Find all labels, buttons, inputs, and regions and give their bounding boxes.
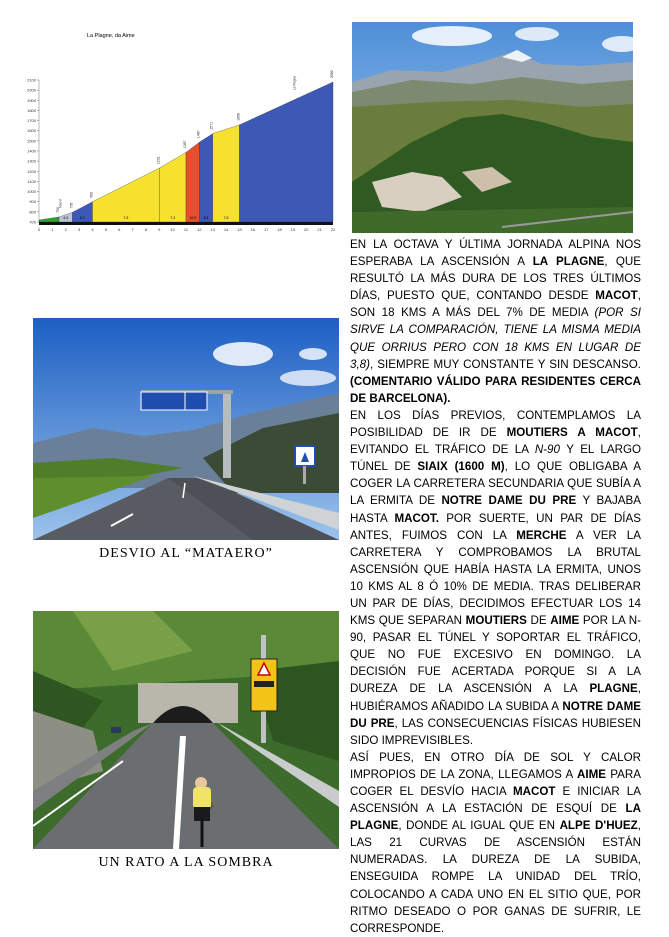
y-tick-label: 1200: [27, 168, 36, 174]
article-text-run: ASÍ PUES, EN OTRO DÍA DE SOL Y CALOR IMPROPIOS DE LA ZONA, LLEGAMOS A: [350, 750, 641, 781]
article-text-run: EN LA OCTAVA Y ÚLTIMA JORNADA ALPINA NOS ESPERABA LA ASCENSIÓN A: [350, 238, 641, 269]
article-text-run: , EVITANDO EL TRÁFICO DE LA: [350, 426, 641, 457]
y-tick-label: 700: [29, 219, 36, 225]
article-paragraph: [350, 749, 641, 937]
x-tick-label: 4: [91, 227, 94, 232]
x-tick-label: 11: [183, 227, 189, 232]
elevation-label: 1387: [183, 140, 187, 149]
elevation-label: 2080: [330, 70, 334, 79]
article-text-run: , HUBIÉRAMOS AÑADIDO LA SUBIDA A: [350, 682, 641, 713]
x-tick-label: 21: [317, 227, 322, 232]
start-annotation: Macot: [58, 199, 63, 208]
article-text-run: POR LA N-90, PASAR EL TÚNEL Y SOPORTAR EL TRÁFICO, QUE NO FUE EXCESIVO EN DOMINGO. LA DECISIÓN FUE ACERTADA PORQUE SI A LA DUREZA DE LA ASCENSIÓN A LA: [350, 614, 641, 696]
y-tick-label: 2000: [27, 87, 36, 93]
x-tick-label: 15: [237, 227, 242, 232]
profile-segment: [239, 82, 333, 222]
profile-segment: [92, 168, 159, 222]
tunnel-photo-caption: UN RATO A LA SOMBRA: [98, 855, 274, 870]
article-text-run: , QUE RESULTÓ LA MÁS DURA DE LOS TRES ÚLTIMOS DÍAS, PUESTO QUE, CONTANDO DESDE: [350, 255, 641, 303]
x-tick-label: 9: [158, 227, 161, 232]
gradient-label: 10.0: [189, 216, 197, 220]
y-tick-label: 1600: [27, 128, 36, 134]
article-text-run: AIME: [576, 767, 606, 781]
y-tick-label: 1800: [27, 107, 36, 113]
article-text-run: N-90: [534, 443, 560, 457]
elevation-label: 900: [89, 191, 94, 198]
elevation-label: 1571: [209, 121, 214, 130]
elevation-label: 1658: [236, 113, 241, 121]
y-tick-label: 2100: [27, 77, 36, 83]
article-text-run: DE: [526, 614, 551, 628]
elevation-label: 1231: [156, 156, 161, 165]
gradient-label: 4.5: [63, 216, 69, 220]
gradient-label: 6.7: [79, 216, 85, 220]
profile-segment: [39, 217, 59, 222]
x-tick-label: 3: [77, 227, 81, 232]
x-tick-label: 20: [304, 227, 309, 232]
article-text-run: (POR SI SIRVE LA COMPARACIÓN, TIENE LA MISMA MEDIA QUE ORRIUS PERO CON 18 KMS EN LUGAR DE 3,8): [350, 306, 641, 371]
km-baseline: [39, 222, 333, 225]
x-tick-label: 1: [51, 227, 54, 232]
cyclist-tunnel-photo: [33, 611, 339, 849]
x-tick-label: 19: [290, 227, 296, 232]
article-body: [350, 236, 641, 937]
profile-segment: [199, 134, 212, 222]
road-photo-caption: DESVIO AL “MATAERO”: [99, 546, 273, 561]
summit-annotation: La Plagne: [292, 75, 297, 91]
profile-segment: [186, 142, 199, 222]
x-tick-label: 10: [170, 227, 175, 232]
y-tick-label: 1300: [27, 158, 36, 164]
elevation-profile-chart: [25, 22, 343, 234]
x-tick-label: 13: [210, 227, 215, 232]
article-text-run: EN LOS DÍAS PREVIOS, CONTEMPLAMOS LA POSIBILIDAD DE IR DE: [350, 408, 641, 440]
x-tick-label: 5: [104, 227, 107, 232]
road-with-signs-photo: [33, 318, 339, 540]
x-tick-label: 0: [37, 227, 41, 232]
mountain-valley-photo: [352, 22, 633, 233]
x-tick-label: 8: [144, 227, 148, 232]
article-text-run: NOTRE DAME DU PRE: [350, 699, 641, 730]
article-text-run: A VER LA CARRETERA Y COMPROBAMOS LA BRUTAL ASCENSIÓN QUE HABÍA HASTA LA ERMITA, UNOS 10 KMS AL 8 Ó 10% DE MEDIA. TRAS DELIBERAR UN PAR DE DÍAS, DECIDIMOS EFECTUAR LOS 14 KMS QUE SEPARAN: [350, 528, 641, 628]
x-tick-label: 2: [64, 227, 67, 232]
article-text-run: , LAS CONSECUENCIAS FÍSICAS HUBIESEN SIDO IMPREVISIBLES.: [350, 716, 641, 747]
elevation-label: 795: [69, 202, 74, 209]
profile-segment: [159, 152, 186, 222]
x-tick-label: 16: [250, 227, 256, 232]
x-tick-label: 7: [131, 227, 134, 232]
elevation-label: 1487: [196, 130, 201, 139]
article-text-run: LA PLAGNE: [350, 802, 641, 833]
x-tick-label: 6: [118, 227, 121, 232]
article-text-run: PARA COGER EL DESVÍO HACIA: [350, 767, 641, 798]
article-text-run: , SON 18 KMS A MÁS DEL 7% DE MEDIA: [350, 289, 641, 320]
article-paragraph: [350, 236, 641, 407]
article-text-run: AIME: [550, 614, 580, 628]
article-text-run: MACOT.: [394, 511, 439, 525]
article-text-run: , LAS 21 CURVAS DE ASCENSIÓN ESTÁN NUMERADAS. LA DUREZA DE LA SUBIDA, ENSEGUIDA ROMPE LA UNIDAD DEL TRÍO, COLOCANDO A CADA UNO EN EL SITIO QUE, POR RITMO DESEADO O POR GANAS DE SUFRIR, LE CORRESPONDE.: [350, 819, 641, 935]
article-text-run: MOUTIERS A MACOT: [506, 426, 638, 440]
y-tick-label: 1500: [27, 138, 36, 144]
elevation-label: 750: [56, 207, 61, 213]
article-text-run: , DONDE AL IGUAL QUE EN: [398, 819, 560, 833]
gradient-label: 8.4: [203, 216, 209, 220]
x-tick-label: 17: [263, 227, 269, 232]
article-text-run: ALPE D'HUEZ: [559, 819, 638, 833]
y-tick-label: 1900: [27, 97, 36, 103]
article-text-run: , SIEMPRE MUY CONSTANTE Y SIN DESCANSO.: [369, 357, 641, 371]
gradient-label: 7.6: [223, 216, 229, 220]
article-text-run: POR SUERTE, UN PAR DE DÍAS ANTES, FUIMOS CON LA: [350, 511, 641, 542]
y-tick-label: 1000: [27, 189, 36, 195]
article-text-run: , LO QUE OBLIGABA A COGER LA CARRETERA SECUNDARIA QUE SUBÍA A LA ERMITA DE: [350, 460, 641, 508]
article-text-run: PLAGNE: [589, 682, 638, 696]
article-text-run: NOTRE DAME DU PRE: [441, 494, 577, 508]
article-text-run: E INICIAR LA ASCENSIÓN A LA ESTACIÓN DE ESQUÍ DE: [350, 785, 641, 816]
y-tick-label: 1700: [27, 118, 36, 124]
article-text-run: (COMENTARIO VÁLIDO PARA RESIDENTES CERCA DE BARCELONA).: [350, 374, 641, 405]
article-text-run: Y BAJABA HASTA: [350, 494, 642, 525]
x-tick-label: 14: [223, 227, 229, 232]
y-tick-label: 1100: [27, 178, 36, 184]
article-text-run: MOUTIERS: [465, 614, 527, 628]
elevation-profile-svg: [25, 22, 343, 234]
article-text-run: Y EL LARGO TÚNEL DE: [350, 443, 642, 474]
article-paragraph: [350, 407, 641, 749]
x-tick-label: 12: [197, 227, 202, 232]
article-text-run: MACOT: [595, 289, 638, 303]
article-text-run: LA PLAGNE: [532, 255, 605, 269]
x-tick-label: 22: [330, 227, 336, 232]
article-text-run: SIAIX (1600 M): [417, 460, 505, 474]
article-text-run: MACOT: [512, 785, 556, 798]
gradient-label: 7.3: [123, 216, 129, 220]
y-tick-label: 900: [29, 199, 36, 205]
y-tick-label: 1400: [27, 148, 36, 154]
article-text-run: MERCHE: [516, 528, 567, 542]
profile-segment: [213, 125, 240, 222]
chart-title: La Plagne, da Aime: [87, 33, 135, 39]
y-tick-label: 800: [29, 209, 36, 215]
x-tick-label: 18: [277, 227, 282, 232]
gradient-label: 7.3: [170, 216, 176, 220]
